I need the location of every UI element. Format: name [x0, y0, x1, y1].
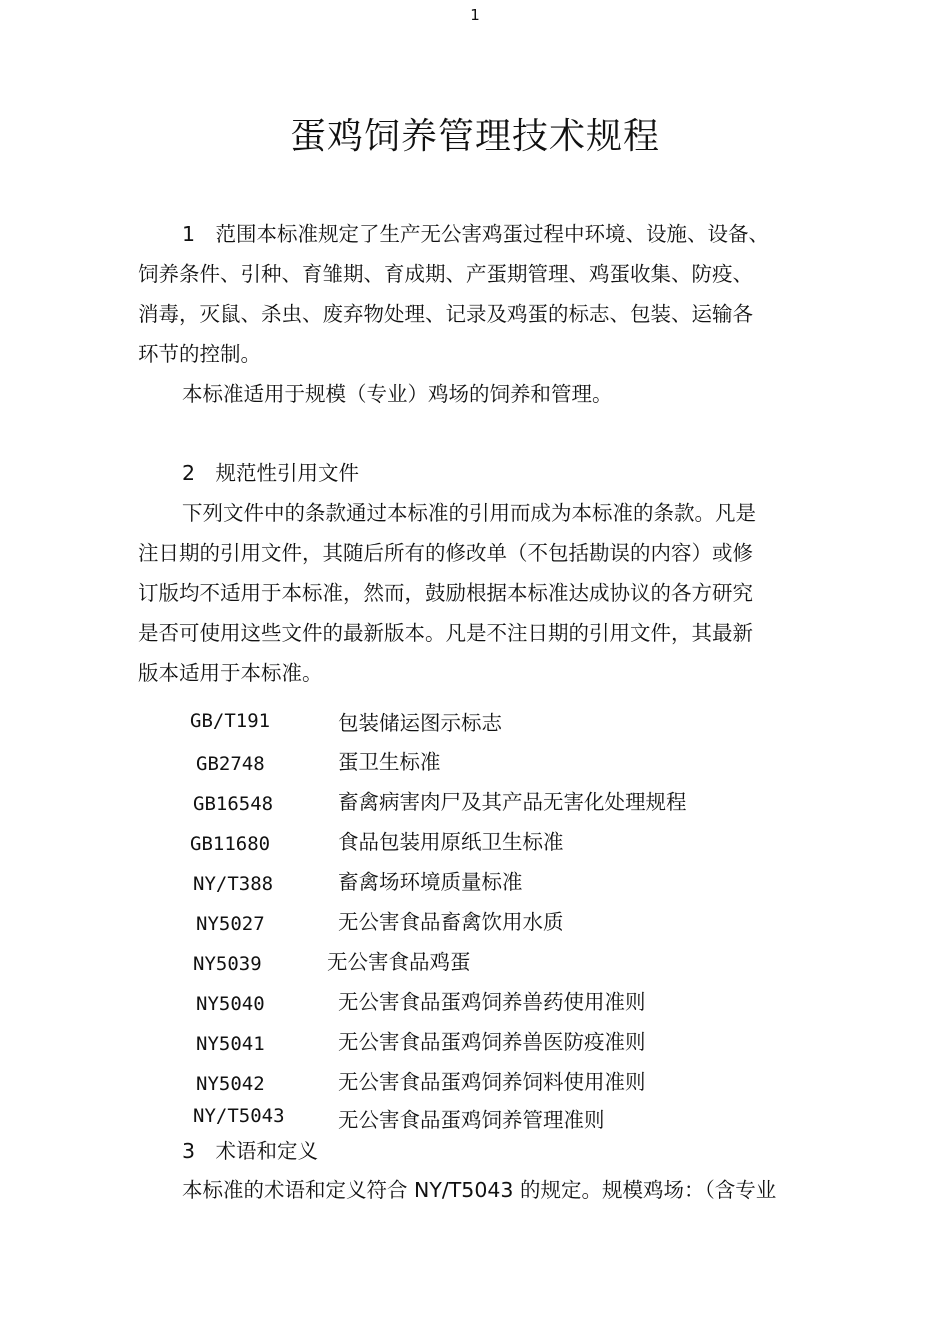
reference-name: 无公害食品蛋鸡饲养饲料使用准则: [338, 1070, 646, 1094]
reference-name: 包装储运图示标志: [338, 711, 502, 735]
reference-code: NY/T5043: [193, 1105, 285, 1127]
paragraph-line: 1 范围本标准规定了生产无公害鸡蛋过程中环境、设施、设备、: [182, 222, 770, 246]
reference-name: 食品包装用原纸卫生标准: [338, 830, 564, 854]
reference-name: 蛋卫生标准: [338, 750, 441, 774]
reference-code: NY5041: [196, 1033, 265, 1055]
reference-name: 畜禽场环境质量标准: [338, 870, 523, 894]
page-number: 1: [470, 6, 480, 24]
paragraph-line: 消毒，灭鼠、杀虫、废弃物处理、记录及鸡蛋的标志、包装、运输各: [138, 302, 753, 326]
reference-name: 无公害食品蛋鸡饲养兽医防疫准则: [338, 1030, 646, 1054]
paragraph-line: 本标准的术语和定义符合 NY/T5043 的规定。规模鸡场：（含专业: [182, 1178, 777, 1202]
reference-code: NY5039: [193, 953, 262, 975]
reference-code: NY5042: [196, 1073, 265, 1095]
reference-name: 无公害食品鸡蛋: [327, 950, 471, 974]
paragraph-line: 环节的控制。: [138, 342, 261, 366]
paragraph-line: 饲养条件、引种、育雏期、育成期、产蛋期管理、鸡蛋收集、防疫、: [138, 262, 753, 286]
reference-code: NY5040: [196, 993, 265, 1015]
reference-code: NY5027: [196, 913, 265, 935]
reference-name: 无公害食品蛋鸡饲养兽药使用准则: [338, 990, 646, 1014]
reference-name: 无公害食品蛋鸡饲养管理准则: [338, 1108, 605, 1132]
reference-code: GB2748: [196, 753, 265, 775]
reference-code: NY/T388: [193, 873, 274, 895]
paragraph-line: 本标准适用于规模（专业）鸡场的饲养和管理。: [182, 382, 613, 406]
reference-name: 畜禽病害肉尸及其产品无害化处理规程: [338, 790, 687, 814]
reference-code: GB16548: [193, 793, 274, 815]
section-heading: 3 术语和定义: [182, 1139, 319, 1163]
reference-code: GB11680: [190, 833, 271, 855]
paragraph-line: 版本适用于本标准。: [138, 661, 323, 685]
reference-name: 无公害食品畜禽饮用水质: [338, 910, 564, 934]
paragraph-line: 是否可使用这些文件的最新版本。凡是不注日期的引用文件，其最新: [138, 621, 753, 645]
section-heading: 2 规范性引用文件: [182, 461, 360, 485]
paragraph-line: 订版均不适用于本标准，然而，鼓励根据本标准达成协议的各方研究: [138, 581, 753, 605]
paragraph-line: 注日期的引用文件，其随后所有的修改单（不包括勘误的内容）或修: [138, 541, 753, 565]
document-title: 蛋鸡饲养管理技术规程: [289, 116, 660, 157]
paragraph-line: 下列文件中的条款通过本标准的引用而成为本标准的条款。凡是: [182, 501, 756, 525]
reference-code: GB/T191: [190, 710, 271, 732]
